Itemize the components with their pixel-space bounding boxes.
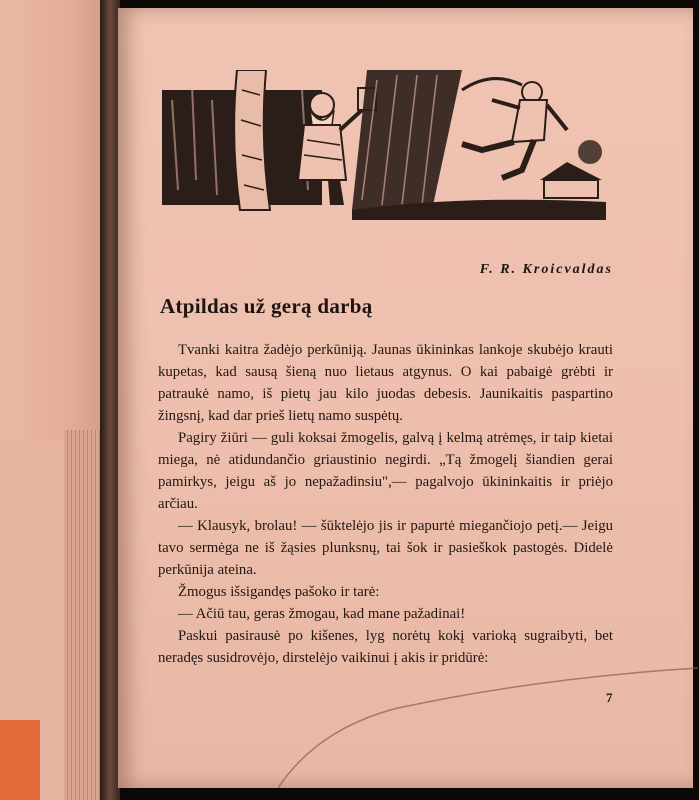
- paragraph: Žmogus išsigandęs pašoko ir tarė:: [178, 584, 380, 600]
- paper-crease: [278, 648, 698, 788]
- paragraph: — Ačiū tau, geras žmogau, kad mane pažadinai!: [178, 606, 466, 622]
- author-name: F. R. Kroicvaldas: [479, 262, 613, 277]
- cover-stripe: [0, 720, 40, 800]
- story-text: [158, 339, 613, 669]
- book-spine: [100, 0, 120, 800]
- page-stack-edge: [64, 430, 104, 800]
- paragraph: Tvanki kaitra žadėjo perkūniją. Jaunas ūkininkas lankoje skubėjo krauti kupetas, kad sausą šieną nuo lietaus atgynus. O kai pabaigė grėbti ir patraukė namo, iš pietų jau kilo juodas debesis. Jaunikaitis paspartino žingsnį, kad dar prieš lietų namo suspėtų.: [158, 342, 613, 424]
- tree-trunk: [234, 70, 270, 210]
- running-man-figure: [462, 79, 567, 178]
- paragraph: — Klausyk, brolau! — šūktelėjo jis ir papurtė miegančiojo petį.— Jeigu tavo sermėga ne iš žąsies plunksnų, tai šok ir pasieškok pastogės. Didelė perkūnija ateina.: [158, 518, 613, 578]
- book-page: [118, 8, 693, 788]
- left-page: [0, 0, 112, 800]
- farmhouse: [540, 140, 602, 198]
- paragraph: Pagiry žiūri — guli koksai žmogelis, galvą į kelmą atrėmęs, ir taip kietai miega, nė atidundančio griaustinio negirdi. „Tą žmogelį šiandien gerai pamirkys, jeigu aš jo nepažadinsiu",— pagalvojo ūkininkaitis ir priėjo arčiau.: [158, 430, 613, 512]
- story-title: Atpildas už gerą darbą: [160, 294, 373, 318]
- header-illustration: [162, 70, 606, 220]
- storm-shading: [352, 70, 462, 210]
- page-number: 7: [606, 690, 613, 705]
- paragraph: Paskui pasirausė po kišenes, lyg norėtų kokį varioką sugraibyti, bet neradęs susidrovėjo, dirstelėjo vaikinui į akis ir pridūrė:: [158, 628, 613, 666]
